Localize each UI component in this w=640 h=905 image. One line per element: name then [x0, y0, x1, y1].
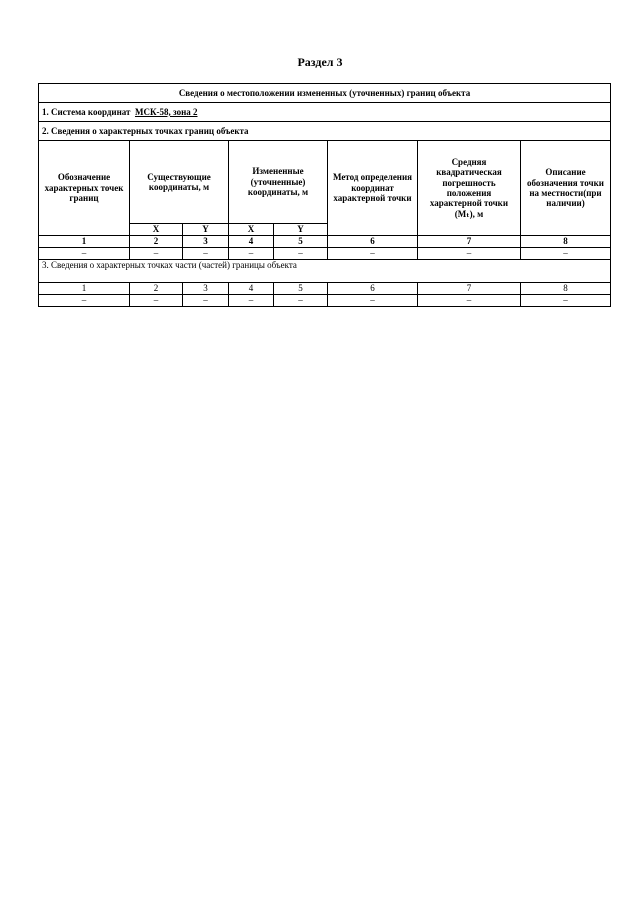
- column-number: 4: [229, 236, 274, 248]
- header-designation: Обозначение характерных точек границ: [39, 141, 130, 236]
- empty-cell: –: [274, 248, 328, 260]
- header-existing-y: Y: [183, 224, 229, 236]
- empty-cell: –: [328, 248, 418, 260]
- header-method: Метод определения координат характерной точки: [328, 141, 418, 236]
- column-number: 5: [274, 236, 328, 248]
- empty-cell: –: [521, 248, 611, 260]
- column-number: 4: [229, 283, 274, 295]
- table-row: [39, 248, 611, 260]
- section3-label: 3. Сведения о характерных точках части (частей) границы объекта: [39, 260, 611, 283]
- empty-cell: –: [183, 295, 229, 307]
- table-row: [39, 295, 611, 307]
- empty-cell: –: [229, 248, 274, 260]
- table-caption: Сведения о местоположении измененных (уточненных) границ объекта: [39, 84, 611, 103]
- table-row: [39, 236, 611, 248]
- column-number: 6: [328, 283, 418, 295]
- empty-cell: –: [183, 248, 229, 260]
- column-number: 7: [418, 283, 521, 295]
- table-row: [39, 283, 611, 295]
- coordinate-system-value: МСК-58, зона 2: [134, 106, 198, 117]
- column-number: 7: [418, 236, 521, 248]
- empty-cell: –: [39, 248, 130, 260]
- column-number: 1: [39, 283, 130, 295]
- column-number: 5: [274, 283, 328, 295]
- column-number: 3: [183, 236, 229, 248]
- empty-cell: –: [418, 248, 521, 260]
- section2-label: 2. Сведения о характерных точках границ объекта: [39, 122, 611, 141]
- empty-cell: –: [130, 248, 183, 260]
- empty-cell: –: [418, 295, 521, 307]
- empty-cell: –: [39, 295, 130, 307]
- column-number: 2: [130, 236, 183, 248]
- empty-cell: –: [229, 295, 274, 307]
- header-description: Описание обозначения точки на местности(при наличии): [521, 141, 611, 236]
- empty-cell: –: [274, 295, 328, 307]
- column-number: 1: [39, 236, 130, 248]
- column-number: 2: [130, 283, 183, 295]
- header-error: Средняя квадратическая погрешность положения характерной точки (Mₜ), м: [418, 141, 521, 236]
- header-changed-x: X: [229, 224, 274, 236]
- column-number: 8: [521, 236, 611, 248]
- empty-cell: –: [328, 295, 418, 307]
- header-changed-coords: Измененные (уточненные) координаты, м: [229, 141, 328, 224]
- page-title: Раздел 3: [297, 55, 343, 69]
- column-number: 3: [183, 283, 229, 295]
- column-number: 6: [328, 236, 418, 248]
- header-existing-x: X: [130, 224, 183, 236]
- header-changed-y: Y: [274, 224, 328, 236]
- column-number: 8: [521, 283, 611, 295]
- empty-cell: –: [130, 295, 183, 307]
- empty-cell: –: [521, 295, 611, 307]
- coordinate-system-row: [39, 103, 611, 122]
- header-existing-coords: Существующие координаты, м: [130, 141, 229, 224]
- coordinate-system-label: 1. Система координат: [42, 106, 131, 117]
- boundary-points-table: [38, 83, 611, 307]
